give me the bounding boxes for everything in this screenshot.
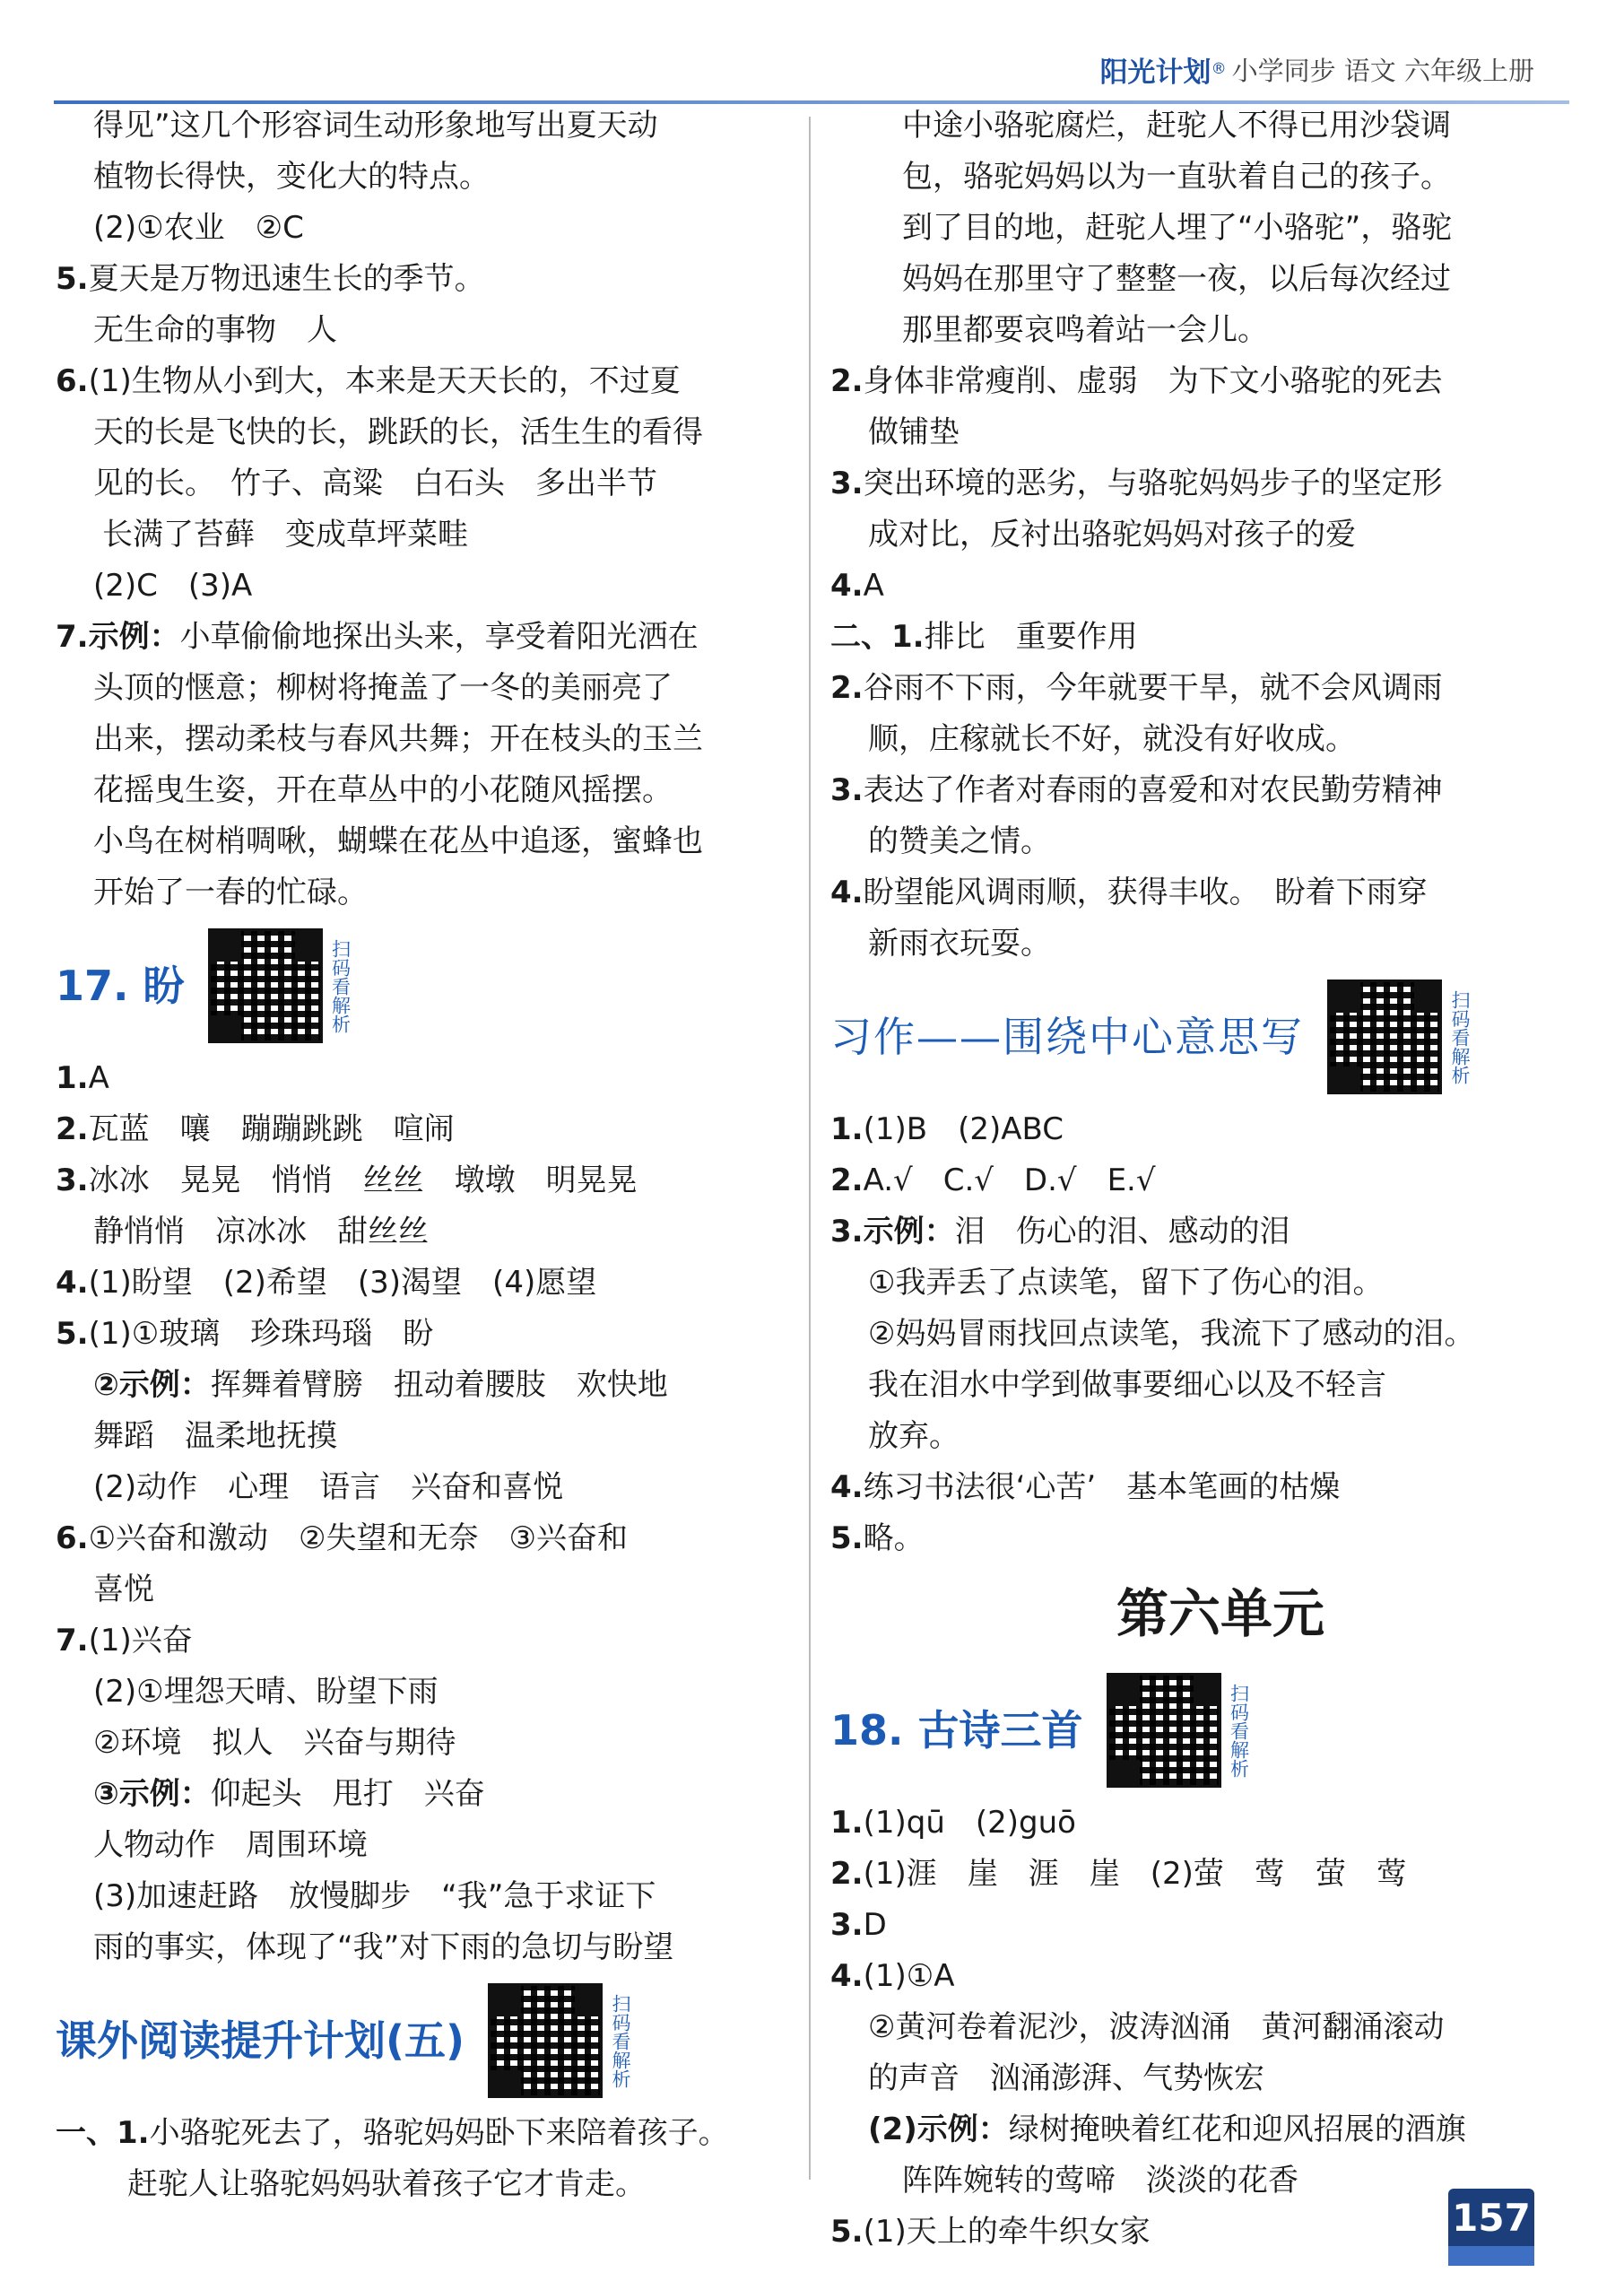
answer-line bbox=[830, 1849, 1557, 1900]
section-heading bbox=[56, 1973, 773, 2108]
answer-text: 包，骆驼妈妈以为一直驮着自己的孩子。 bbox=[902, 159, 1451, 195]
answer-text: 新雨衣玩耍。 bbox=[868, 926, 1051, 962]
answer-line bbox=[830, 1155, 1557, 1206]
answer-line bbox=[830, 2053, 1557, 2104]
answer-line bbox=[830, 663, 1557, 714]
answer-text: 泪 伤心的泪、感动的泪 bbox=[954, 1214, 1290, 1249]
answer-text: 我在泪水中学到做事要细心以及不轻言 bbox=[868, 1367, 1386, 1403]
item-number: 一、1. bbox=[56, 2115, 150, 2151]
answer-text: 静悄悄 凉冰冰 甜丝丝 bbox=[93, 1214, 429, 1249]
answer-line bbox=[830, 919, 1557, 970]
answer-line bbox=[56, 1104, 773, 1155]
answer-text: 妈妈在那里守了整整一夜，以后每次经过 bbox=[902, 261, 1451, 297]
answer-text: 放弃。 bbox=[868, 1418, 960, 1454]
answer-line bbox=[56, 458, 773, 509]
answer-text: ①我弄丢了点读笔，留下了伤心的泪。 bbox=[868, 1265, 1384, 1301]
answer-line bbox=[56, 1667, 773, 1718]
page-header bbox=[1100, 47, 1534, 91]
answer-line bbox=[830, 509, 1557, 561]
answer-line bbox=[56, 305, 773, 356]
answer-text: 开始了一春的忙碌。 bbox=[93, 875, 368, 910]
answer-line bbox=[56, 2108, 773, 2159]
page-number-strip bbox=[1448, 2246, 1534, 2266]
answer-line bbox=[56, 407, 773, 458]
answer-line bbox=[56, 612, 773, 663]
answer-text: 小草偷偷地探出头来，享受着阳光洒在 bbox=[179, 619, 699, 655]
answer-text: 成对比，反衬出骆驼妈妈对孩子的爱 bbox=[868, 517, 1356, 553]
answer-text: 瓦蓝 嚷 蹦蹦跳跳 喧闹 bbox=[88, 1111, 455, 1147]
right-column bbox=[830, 100, 1557, 2258]
answer-text: 头顶的惬意；柳树将掩盖了一冬的美丽亮了 bbox=[93, 670, 673, 706]
answer-line bbox=[830, 612, 1557, 663]
answer-text: 见的长。 竹子、高粱 白石头 多出半节 bbox=[93, 466, 657, 501]
answer-line bbox=[56, 509, 773, 561]
section-title: 18. 古诗三首 bbox=[830, 1705, 1083, 1755]
item-number: 4. bbox=[830, 568, 864, 604]
answer-line bbox=[56, 1309, 773, 1360]
item-number: 3. bbox=[830, 466, 864, 501]
section-title: 课外阅读提升计划(五) bbox=[56, 2016, 465, 2065]
item-number: 2. bbox=[56, 1111, 89, 1147]
answer-text: 突出环境的恶劣，与骆驼妈妈步子的坚定形 bbox=[863, 466, 1443, 501]
answer-text: (1)qū (2)guō bbox=[863, 1805, 1076, 1841]
answer-text: (1)①A bbox=[863, 1958, 955, 1994]
item-number: 5. bbox=[830, 2214, 864, 2250]
answer-line bbox=[56, 1820, 773, 1871]
answer-line bbox=[56, 1871, 773, 1922]
answer-text: (1)涯 崖 涯 崖 (2)萤 莺 萤 莺 bbox=[863, 1856, 1407, 1892]
example-label: ②示例： bbox=[93, 1367, 211, 1403]
answer-text: (2)动作 心理 语言 兴奋和喜悦 bbox=[93, 1469, 564, 1505]
answer-line bbox=[830, 152, 1557, 203]
answer-line bbox=[830, 1798, 1557, 1849]
answer-text: 小鸟在树梢啁啾，蝴蝶在花丛中追逐，蜜蜂也 bbox=[93, 823, 703, 859]
answer-text: 仰起头 甩打 兴奋 bbox=[210, 1776, 485, 1812]
book-subtitle: 小学同步 语文 六年级上册 bbox=[1231, 55, 1534, 86]
answer-text: (1)生物从小到大，本来是天天长的，不过夏 bbox=[88, 363, 681, 399]
answer-line bbox=[56, 1360, 773, 1411]
brand-name: 阳光计划 bbox=[1099, 56, 1211, 89]
item-number: 2. bbox=[830, 363, 864, 399]
answer-text: 练习书法很‘心苦’ 基本笔画的枯燥 bbox=[863, 1469, 1341, 1505]
answer-text: 到了目的地，赶驼人埋了“小骆驼”，骆驼 bbox=[902, 210, 1453, 246]
answer-text: 做铺垫 bbox=[868, 414, 960, 450]
answer-text: 冰冰 晃晃 悄悄 丝丝 墩墩 明晃晃 bbox=[88, 1162, 638, 1198]
answer-line bbox=[830, 458, 1557, 509]
section-heading bbox=[56, 919, 773, 1053]
answer-text: 的声音 汹涌澎湃、气势恢宏 bbox=[868, 2060, 1264, 2096]
answer-line bbox=[830, 816, 1557, 867]
example-label: 示例： bbox=[863, 1214, 955, 1249]
page-number: 157 bbox=[1448, 2189, 1534, 2246]
item-number: 4. bbox=[830, 1469, 864, 1505]
answer-line bbox=[56, 1718, 773, 1769]
answer-text: 排比 重要作用 bbox=[924, 619, 1138, 655]
answer-line bbox=[830, 1309, 1557, 1360]
answer-text: A bbox=[863, 568, 884, 604]
item-number: 3. bbox=[830, 772, 864, 808]
answer-text: 出来，摆动柔枝与春风共舞；开在枝头的玉兰 bbox=[93, 721, 703, 757]
answer-line bbox=[56, 1258, 773, 1309]
answer-line bbox=[830, 765, 1557, 816]
item-number: 4. bbox=[830, 1958, 864, 1994]
left-column bbox=[56, 100, 773, 2210]
answer-line bbox=[56, 1922, 773, 1973]
answer-text: 无生命的事物 人 bbox=[93, 312, 337, 348]
item-number: 5. bbox=[830, 1520, 864, 1556]
answer-line bbox=[56, 1155, 773, 1206]
item-number: 1. bbox=[830, 1111, 864, 1147]
item-number: 5. bbox=[56, 1316, 89, 1352]
item-number: 3. bbox=[56, 1162, 89, 1198]
answer-text: 阵阵婉转的莺啼 淡淡的花香 bbox=[902, 2163, 1298, 2199]
item-number: 4. bbox=[56, 1265, 89, 1301]
answer-line bbox=[830, 1900, 1557, 1951]
answer-text: (1)①玻璃 珍珠玛瑙 盼 bbox=[88, 1316, 434, 1352]
answer-line bbox=[56, 100, 773, 152]
answer-text: 顺，庄稼就长不好，就没有好收成。 bbox=[868, 721, 1356, 757]
answer-line bbox=[56, 1053, 773, 1104]
item-number: 6. bbox=[56, 363, 89, 399]
qr-code-icon[interactable] bbox=[208, 928, 323, 1043]
item-number: 3. bbox=[830, 1907, 864, 1943]
answer-line bbox=[56, 663, 773, 714]
qr-caption: 扫码看解析 bbox=[329, 938, 352, 1033]
answer-line bbox=[56, 1615, 773, 1667]
answer-line bbox=[56, 867, 773, 919]
answer-line bbox=[56, 816, 773, 867]
answer-line bbox=[56, 765, 773, 816]
item-number: 2. bbox=[830, 1162, 864, 1198]
answer-text: 那里都要哀鸣着站一会儿。 bbox=[902, 312, 1268, 348]
answer-line bbox=[830, 1462, 1557, 1513]
example-label: 示例： bbox=[88, 619, 180, 655]
answer-line bbox=[56, 561, 773, 612]
answer-text: 喜悦 bbox=[93, 1572, 154, 1607]
answer-text: A.√ C.√ D.√ E.√ bbox=[863, 1162, 1156, 1198]
item-number: 7. bbox=[56, 1623, 89, 1659]
answer-text: 的赞美之情。 bbox=[868, 823, 1051, 859]
answer-line bbox=[830, 2104, 1557, 2155]
answer-line bbox=[56, 254, 773, 305]
unit-title: 第六单元 bbox=[1116, 1583, 1324, 1644]
item-number: 2. bbox=[830, 670, 864, 706]
item-number: 5. bbox=[56, 261, 89, 297]
answer-line bbox=[56, 1513, 773, 1564]
answer-text: 得见”这几个形容词生动形象地写出夏天动 bbox=[93, 108, 658, 144]
answer-text: (1)天上的牵牛织女家 bbox=[863, 2214, 1151, 2250]
item-number: 二、1. bbox=[830, 619, 925, 655]
qr-code-icon[interactable] bbox=[488, 1983, 603, 2098]
section-title: 习作——围绕中心意思写 bbox=[830, 1012, 1304, 1061]
answer-text: (2)C (3)A bbox=[93, 568, 253, 604]
qr-code-icon[interactable] bbox=[1107, 1673, 1221, 1788]
answer-text: (1)兴奋 bbox=[88, 1623, 193, 1659]
answer-text: 小骆驼死去了，骆驼妈妈卧下来陪着孩子。 bbox=[149, 2115, 729, 2151]
answer-line bbox=[830, 561, 1557, 612]
answer-text: 长满了苔藓 变成草坪菜畦 bbox=[102, 517, 468, 553]
answer-line bbox=[830, 1411, 1557, 1462]
answer-text: (1)盼望 (2)希望 (3)渴望 (4)愿望 bbox=[88, 1265, 597, 1301]
answer-line bbox=[56, 203, 773, 254]
answer-line bbox=[56, 152, 773, 203]
qr-caption: 扫码看解析 bbox=[1449, 989, 1471, 1084]
answer-line bbox=[56, 1206, 773, 1258]
answer-line bbox=[56, 1769, 773, 1820]
answer-text: 舞蹈 温柔地抚摸 bbox=[93, 1418, 337, 1454]
section-title: 17. 盼 bbox=[56, 961, 185, 1010]
answer-text: 雨的事实，体现了“我”对下雨的急切与盼望 bbox=[93, 1929, 674, 1965]
answer-line bbox=[56, 1564, 773, 1615]
answer-line bbox=[830, 356, 1557, 407]
answer-text: 身体非常瘦削、虚弱 为下文小骆驼的死去 bbox=[863, 363, 1443, 399]
example-label: ③示例： bbox=[93, 1776, 211, 1812]
answer-text: (3)加速赶路 放慢脚步 “我”急于求证下 bbox=[93, 1878, 656, 1914]
item-number: 6. bbox=[56, 1520, 89, 1556]
registered-mark: ® bbox=[1211, 60, 1227, 78]
answer-line bbox=[56, 1411, 773, 1462]
answer-text: 表达了作者对春雨的喜爱和对农民勤劳精神 bbox=[863, 772, 1443, 808]
answer-line bbox=[830, 1360, 1557, 1411]
answer-text: (2)①农业 ②C bbox=[93, 210, 304, 246]
item-number: 4. bbox=[830, 875, 864, 910]
answer-text: ①兴奋和激动 ②失望和无奈 ③兴奋和 bbox=[88, 1520, 629, 1556]
answer-text: 赶驼人让骆驼妈妈驮着孩子它才肯走。 bbox=[127, 2166, 646, 2202]
answer-line bbox=[830, 1104, 1557, 1155]
answer-text: ②环境 拟人 兴奋与期待 bbox=[93, 1725, 456, 1761]
answer-text: ②黄河卷着泥沙，波涛汹涌 黄河翻涌滚动 bbox=[868, 2009, 1445, 2045]
answer-line bbox=[56, 356, 773, 407]
answer-line bbox=[830, 1258, 1557, 1309]
answer-line bbox=[830, 714, 1557, 765]
answer-text: 植物长得快，变化大的特点。 bbox=[93, 159, 490, 195]
qr-caption: 扫码看解析 bbox=[1228, 1683, 1250, 1778]
answer-line bbox=[830, 867, 1557, 919]
answer-text: 绿树掩映着红花和迎风招展的酒旗 bbox=[1008, 2112, 1466, 2147]
answer-line bbox=[830, 254, 1557, 305]
item-number: 7. bbox=[56, 619, 89, 655]
example-label: (2)示例： bbox=[868, 2112, 1009, 2147]
answer-line bbox=[56, 714, 773, 765]
answer-line bbox=[830, 1951, 1557, 2002]
answer-text: 挥舞着臂膀 扭动着腰肢 欢快地 bbox=[210, 1367, 668, 1403]
item-number: 1. bbox=[56, 1060, 89, 1096]
answer-line bbox=[830, 203, 1557, 254]
answer-text: A bbox=[88, 1060, 109, 1096]
answer-line bbox=[830, 305, 1557, 356]
column-divider bbox=[809, 117, 811, 2180]
answer-text: ②妈妈冒雨找回点读笔，我流下了感动的泪。 bbox=[868, 1316, 1475, 1352]
qr-code-icon[interactable] bbox=[1327, 980, 1442, 1094]
answer-text: (1)B (2)ABC bbox=[863, 1111, 1064, 1147]
item-number: 1. bbox=[830, 1805, 864, 1841]
answer-text: 天的长是飞快的长，跳跃的长，活生生的看得 bbox=[93, 414, 703, 450]
answer-text: 夏天是万物迅速生长的季节。 bbox=[88, 261, 485, 297]
answer-text: 人物动作 周围环境 bbox=[93, 1827, 368, 1863]
answer-line bbox=[56, 1462, 773, 1513]
section-heading bbox=[830, 1663, 1557, 1798]
answer-text: 谷雨不下雨，今年就要干旱，就不会风调雨 bbox=[863, 670, 1443, 706]
answer-text: D bbox=[863, 1907, 887, 1943]
answer-text: 盼望能风调雨顺，获得丰收。 盼着下雨穿 bbox=[863, 875, 1428, 910]
answer-line bbox=[830, 2002, 1557, 2053]
answer-line bbox=[830, 407, 1557, 458]
answer-text: 略。 bbox=[863, 1520, 925, 1556]
answer-line bbox=[830, 1513, 1557, 1564]
answer-line bbox=[56, 2159, 773, 2210]
answer-text: 花摇曳生姿，开在草丛中的小花随风摇摆。 bbox=[93, 772, 673, 808]
item-number: 3. bbox=[830, 1214, 864, 1249]
section-heading bbox=[830, 970, 1557, 1104]
answer-text: 中途小骆驼腐烂，赶驼人不得已用沙袋调 bbox=[902, 108, 1451, 144]
qr-caption: 扫码看解析 bbox=[610, 1993, 632, 2088]
item-number: 2. bbox=[830, 1856, 864, 1892]
answer-text: (2)①埋怨天晴、盼望下雨 bbox=[93, 1674, 439, 1710]
answer-line bbox=[830, 100, 1557, 152]
answer-line bbox=[830, 1206, 1557, 1258]
